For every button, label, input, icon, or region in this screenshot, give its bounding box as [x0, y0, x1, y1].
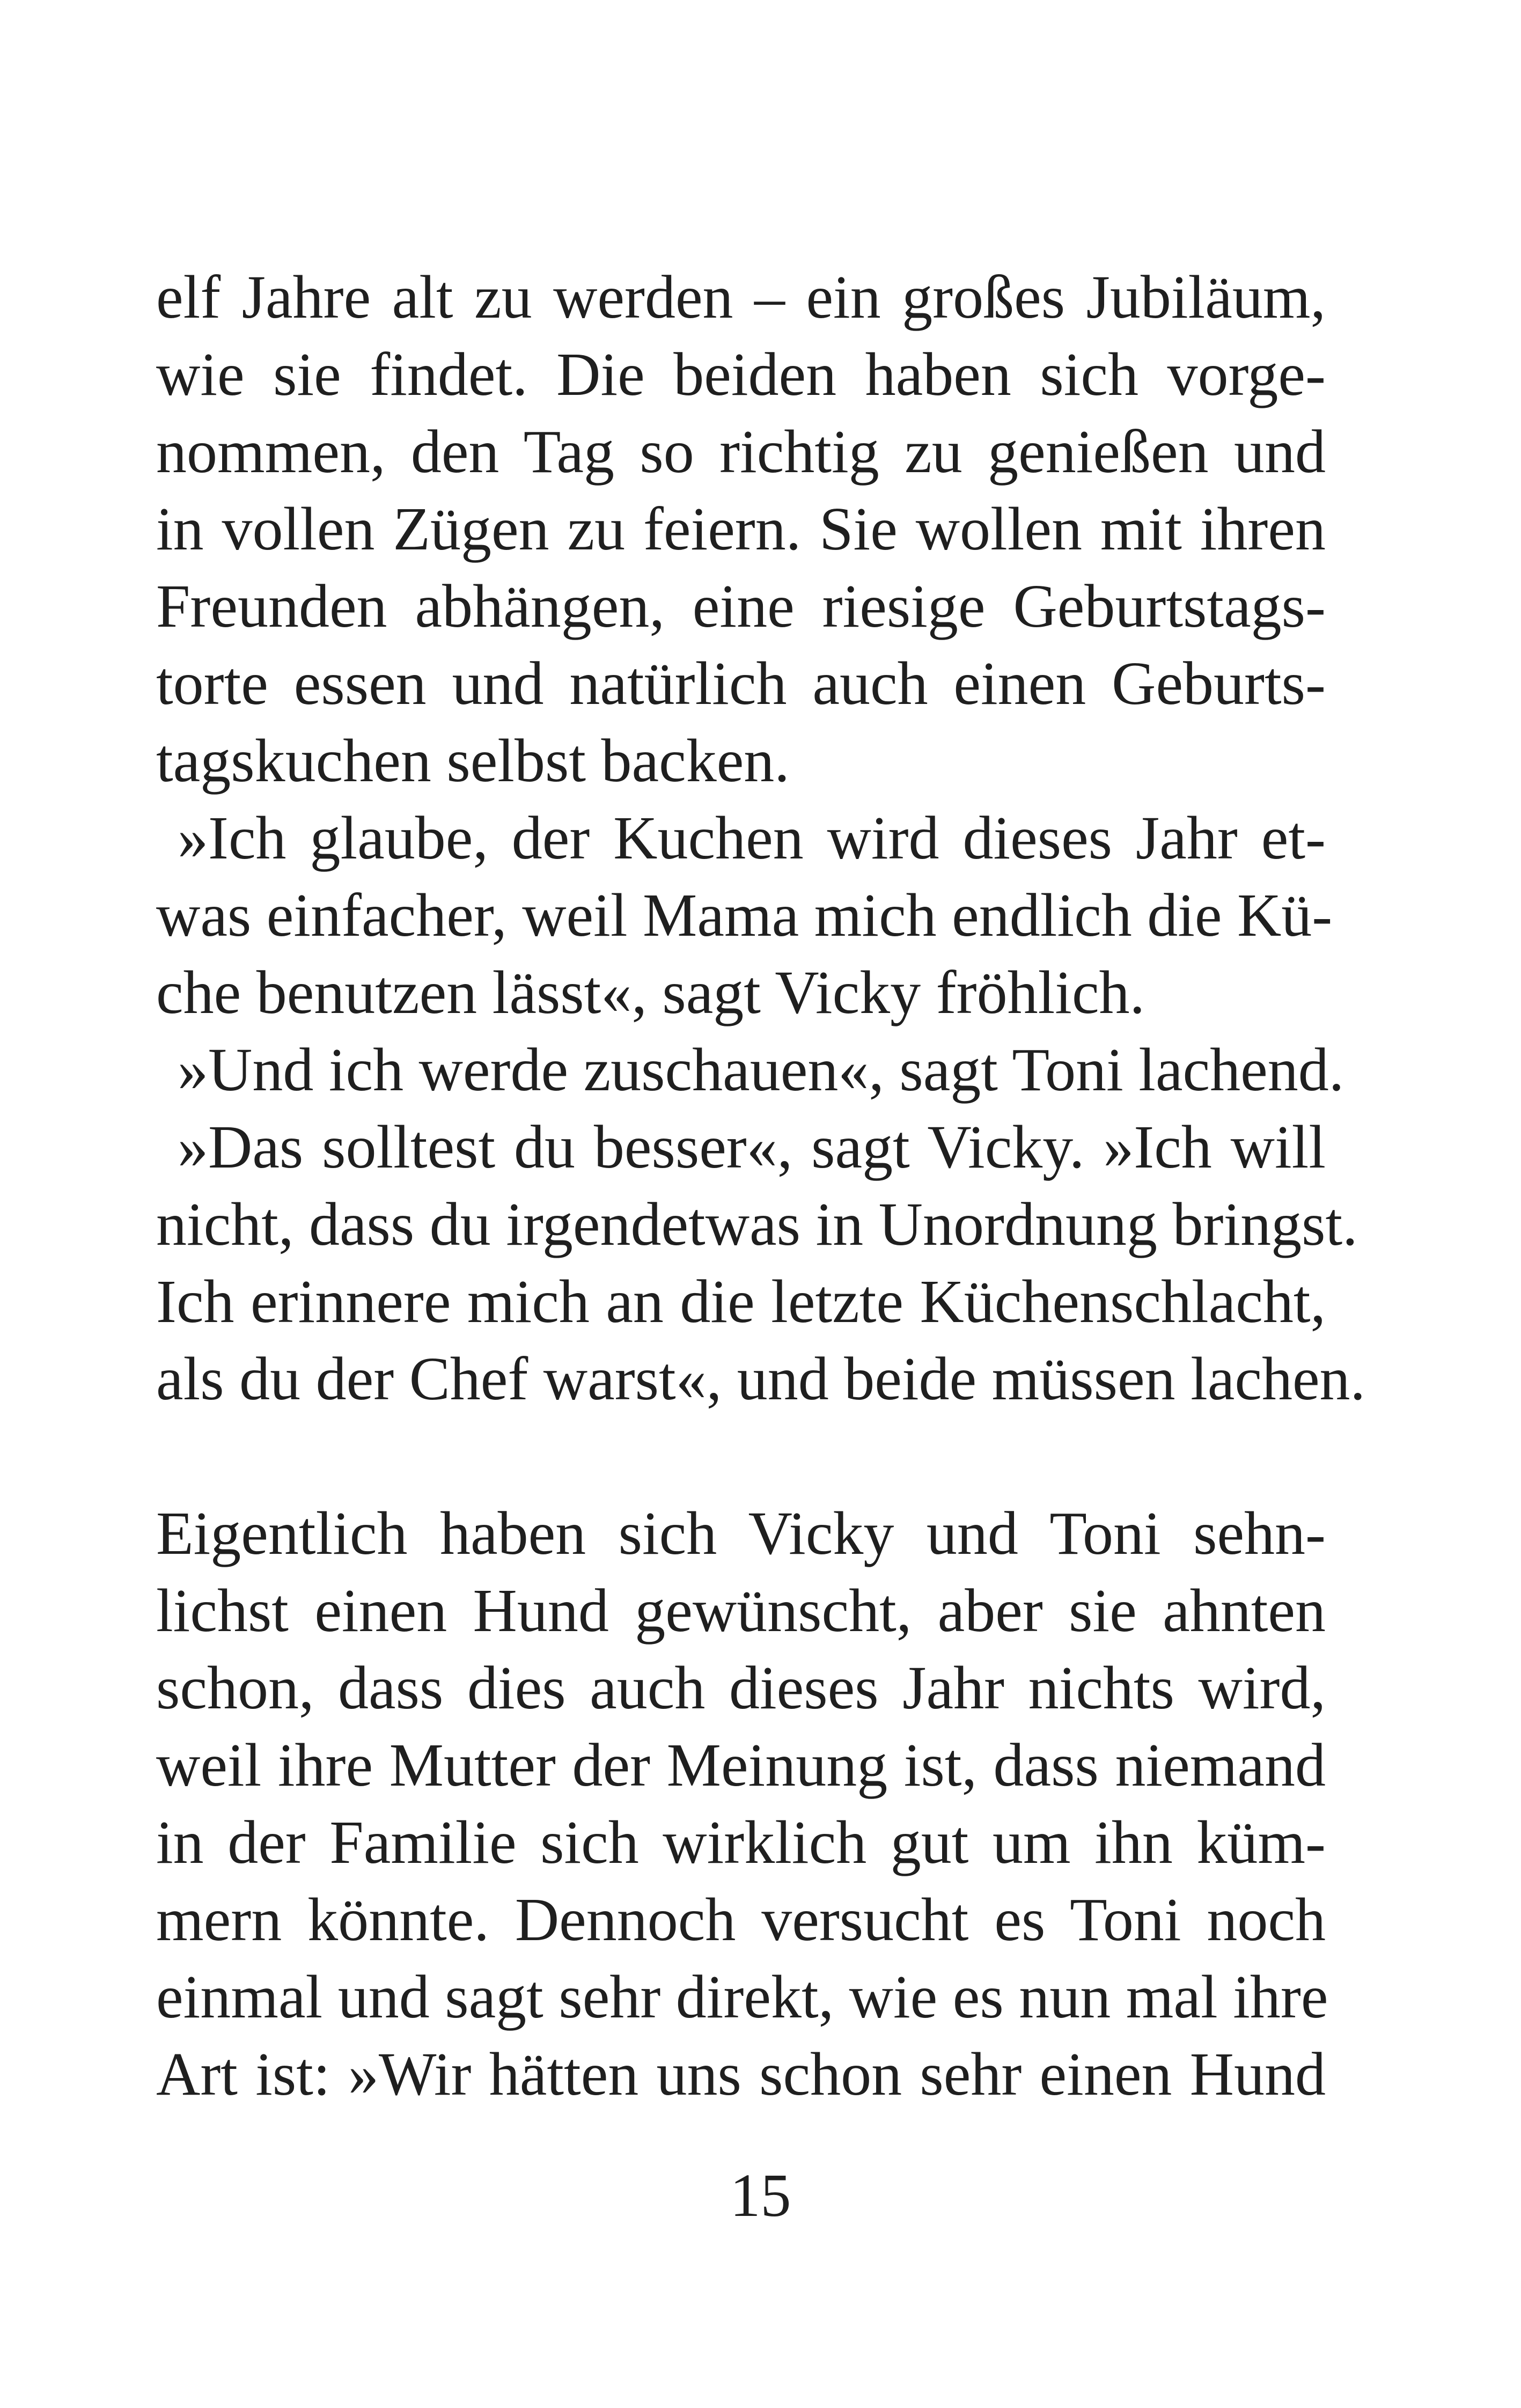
text-line: Eigentlich haben sich Vicky und Toni sehn- [156, 1499, 1326, 1567]
text-line: »Das solltest du besser«, sagt Vicky. »Ich will [178, 1113, 1326, 1181]
text-line: in vollen Zügen zu feiern. Sie wollen mit ihren [156, 495, 1326, 563]
text-line: schon, dass dies auch dieses Jahr nichts wird, [156, 1654, 1326, 1722]
text-line: weil ihre Mutter der Meinung ist, dass niemand [156, 1731, 1326, 1799]
text-line: wie sie findet. Die beiden haben sich vorge- [156, 340, 1326, 408]
paragraph-5 [156, 1495, 1326, 2113]
text-line: in der Familie sich wirklich gut um ihn küm- [156, 1808, 1326, 1876]
text-line: che benutzen lässt«, sagt Vicky fröhlich. [156, 958, 1145, 1026]
text-line: nicht, dass du irgendetwas in Unordnung bringst. [156, 1190, 1358, 1258]
text-line: Freunden abhängen, eine riesige Geburtstags- [156, 572, 1326, 640]
text-line: Ich erinnere mich an die letzte Küchenschlacht, [156, 1267, 1326, 1335]
text-line: mern könnte. Dennoch versucht es Toni noch [156, 1885, 1326, 1954]
paragraph-4 [156, 1108, 1366, 1418]
text-line: »Ich glaube, der Kuchen wird dieses Jahr et- [178, 804, 1326, 872]
text-line: was einfacher, weil Mama mich endlich die Kü- [156, 881, 1333, 949]
text-line: Art ist: »Wir hätten uns schon sehr einen Hund [156, 2040, 1326, 2108]
text-line: nommen, den Tag so richtig zu genießen und [156, 417, 1326, 486]
text-line: torte essen und natürlich auch einen Geburts- [156, 649, 1326, 717]
paragraph-2 [156, 799, 1333, 1031]
paragraph-3 [156, 1031, 1344, 1108]
text-line: als du der Chef warst«, und beide müssen lachen. [156, 1345, 1366, 1413]
text-line: »Und ich werde zuschauen«, sagt Toni lachend. [178, 1036, 1344, 1104]
paragraph-1 [156, 259, 1326, 799]
text-line: elf Jahre alt zu werden – ein großes Jubiläum, [156, 263, 1326, 331]
text-line: tagskuchen selbst backen. [156, 726, 790, 795]
page-number: 15 [730, 2161, 791, 2229]
text-line: lichst einen Hund gewünscht, aber sie ahnten [156, 1576, 1326, 1645]
text-line: einmal und sagt sehr direkt, wie es nun mal ihre [156, 1963, 1328, 2031]
